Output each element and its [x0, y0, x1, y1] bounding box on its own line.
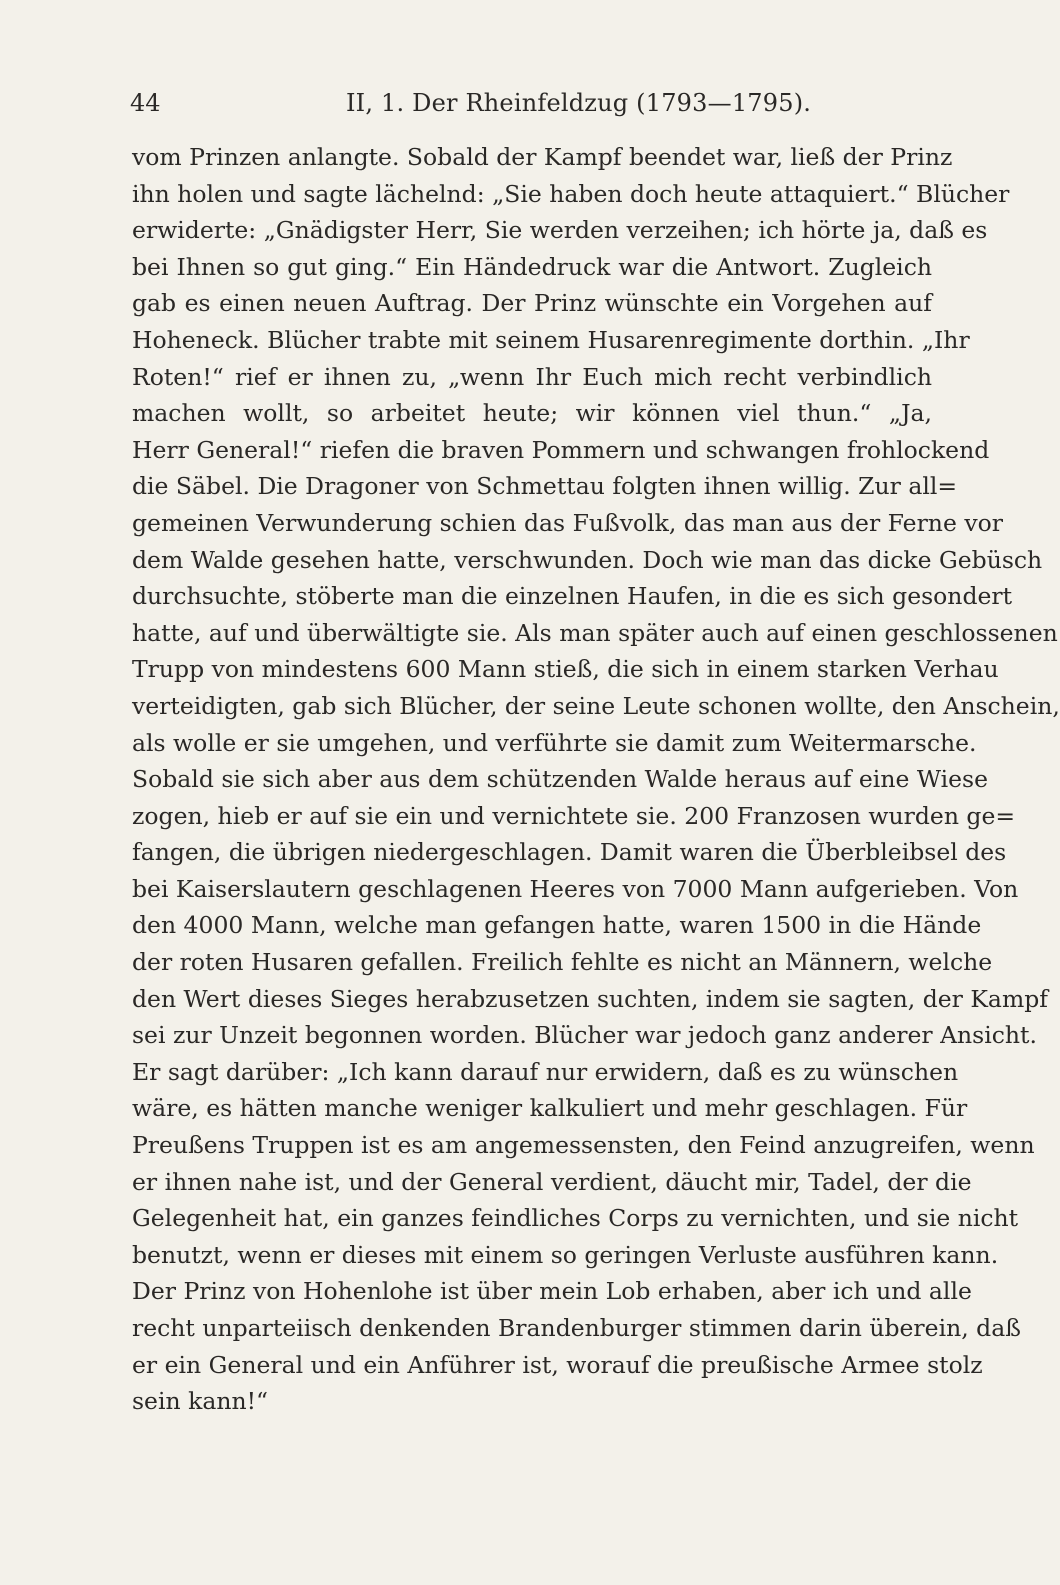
text-line: Gelegenheit hat, ein ganzes feindliches Corps zu vernichten, und sie nicht	[132, 1204, 1019, 1233]
text-line: dem Walde gesehen hatte, verschwunden. Doch wie man das dicke Gebüsch	[132, 545, 1043, 574]
text-line: Der Prinz von Hohenlohe ist über mein Lob erhaben, aber ich und alle	[132, 1277, 972, 1306]
text-line: Preußens Truppen ist es am angemessensten, den Feind anzugreifen, wenn	[132, 1131, 1035, 1160]
text-line: bei Kaiserslautern geschlagenen Heeres von 7000 Mann aufgerieben. Von	[132, 874, 1019, 903]
text-line: Sobald sie sich aber aus dem schützenden Walde heraus auf eine Wiese	[132, 765, 988, 794]
text-line: Er sagt darüber: „Ich kann darauf nur erwidern, daß es zu wünschen	[132, 1057, 959, 1086]
text-line: bei Ihnen so gut ging.“ Ein Händedruck war die Antwort. Zugleich	[132, 252, 932, 281]
text-line: verteidigten, gab sich Blücher, der seine Leute schonen wollte, den Anschein,	[132, 691, 1060, 720]
text-line: Trupp von mindestens 600 Mann stieß, die sich in einem starken Verhau	[132, 655, 999, 684]
text-line: der roten Husaren gefallen. Freilich fehlte es nicht an Männern, welche	[132, 948, 993, 977]
text-line: sein kann!“	[132, 1387, 269, 1416]
text-line: gab es einen neuen Auftrag. Der Prinz wünschte ein Vorgehen auf	[132, 289, 932, 318]
text-line: er ihnen nahe ist, und der General verdient, däucht mir, Tadel, der die	[132, 1167, 972, 1196]
text-line: ihn holen und sagte lächelnd: „Sie haben doch heute attaquiert.“ Blücher	[132, 179, 1010, 208]
text-line: er ein General und ein Anführer ist, worauf die preußische Armee stolz	[132, 1350, 983, 1379]
page-number: 44	[130, 89, 161, 117]
body-text	[132, 139, 1060, 1420]
text-line: fangen, die übrigen niedergeschlagen. Damit waren die Überbleibsel des	[132, 838, 1007, 867]
text-line: die Säbel. Die Dragoner von Schmettau folgten ihnen willig. Zur all=	[132, 472, 958, 501]
text-line: erwiderte: „Gnädigster Herr, Sie werden verzeihen; ich hörte ja, daß es	[132, 216, 988, 245]
text-line: zogen, hieb er auf sie ein und vernichtete sie. 200 Franzosen wurden ge=	[132, 801, 1016, 830]
text-line: wäre, es hätten manche weniger kalkuliert und mehr geschlagen. Für	[132, 1094, 968, 1123]
text-line: Hoheneck. Blücher trabte mit seinem Husarenregimente dorthin. „Ihr	[132, 325, 970, 354]
text-line: Roten!“ rief er ihnen zu, „wenn Ihr Euch mich recht verbindlich	[132, 362, 932, 391]
text-line: hatte, auf und überwältigte sie. Als man später auch auf einen geschlossenen	[132, 618, 1058, 647]
text-line: recht unparteiisch denkenden Brandenburger stimmen darin überein, daß	[132, 1314, 1021, 1342]
text-line: vom Prinzen anlangte. Sobald der Kampf beendet war, ließ der Prinz	[132, 143, 953, 171]
running-header	[130, 86, 935, 120]
text-line: benutzt, wenn er dieses mit einem so geringen Verluste ausführen kann.	[132, 1240, 999, 1269]
text-line: den 4000 Mann, welche man gefangen hatte, waren 1500 in die Hände	[132, 911, 982, 940]
text-line: Herr General!“ riefen die braven Pommern und schwangen frohlockend	[132, 435, 990, 464]
text-line: als wolle er sie umgehen, und verführte sie damit zum Weitermarsche.	[132, 728, 977, 757]
text-line: sei zur Unzeit begonnen worden. Blücher war jedoch ganz anderer Ansicht.	[132, 1021, 1037, 1050]
text-line: machen wollt, so arbeitet heute; wir können viel thun.“ „Ja,	[132, 399, 932, 428]
text-line: gemeinen Verwunderung schien das Fußvolk, das man aus der Ferne vor	[132, 508, 1003, 537]
text-line: durchsuchte, stöberte man die einzelnen Haufen, in die es sich gesondert	[132, 582, 1013, 611]
text-line: den Wert dieses Sieges herabzusetzen suchten, indem sie sagten, der Kampf	[132, 984, 1048, 1013]
running-title: II, 1. Der Rheinfeldzug (1793—1795).	[346, 89, 812, 117]
